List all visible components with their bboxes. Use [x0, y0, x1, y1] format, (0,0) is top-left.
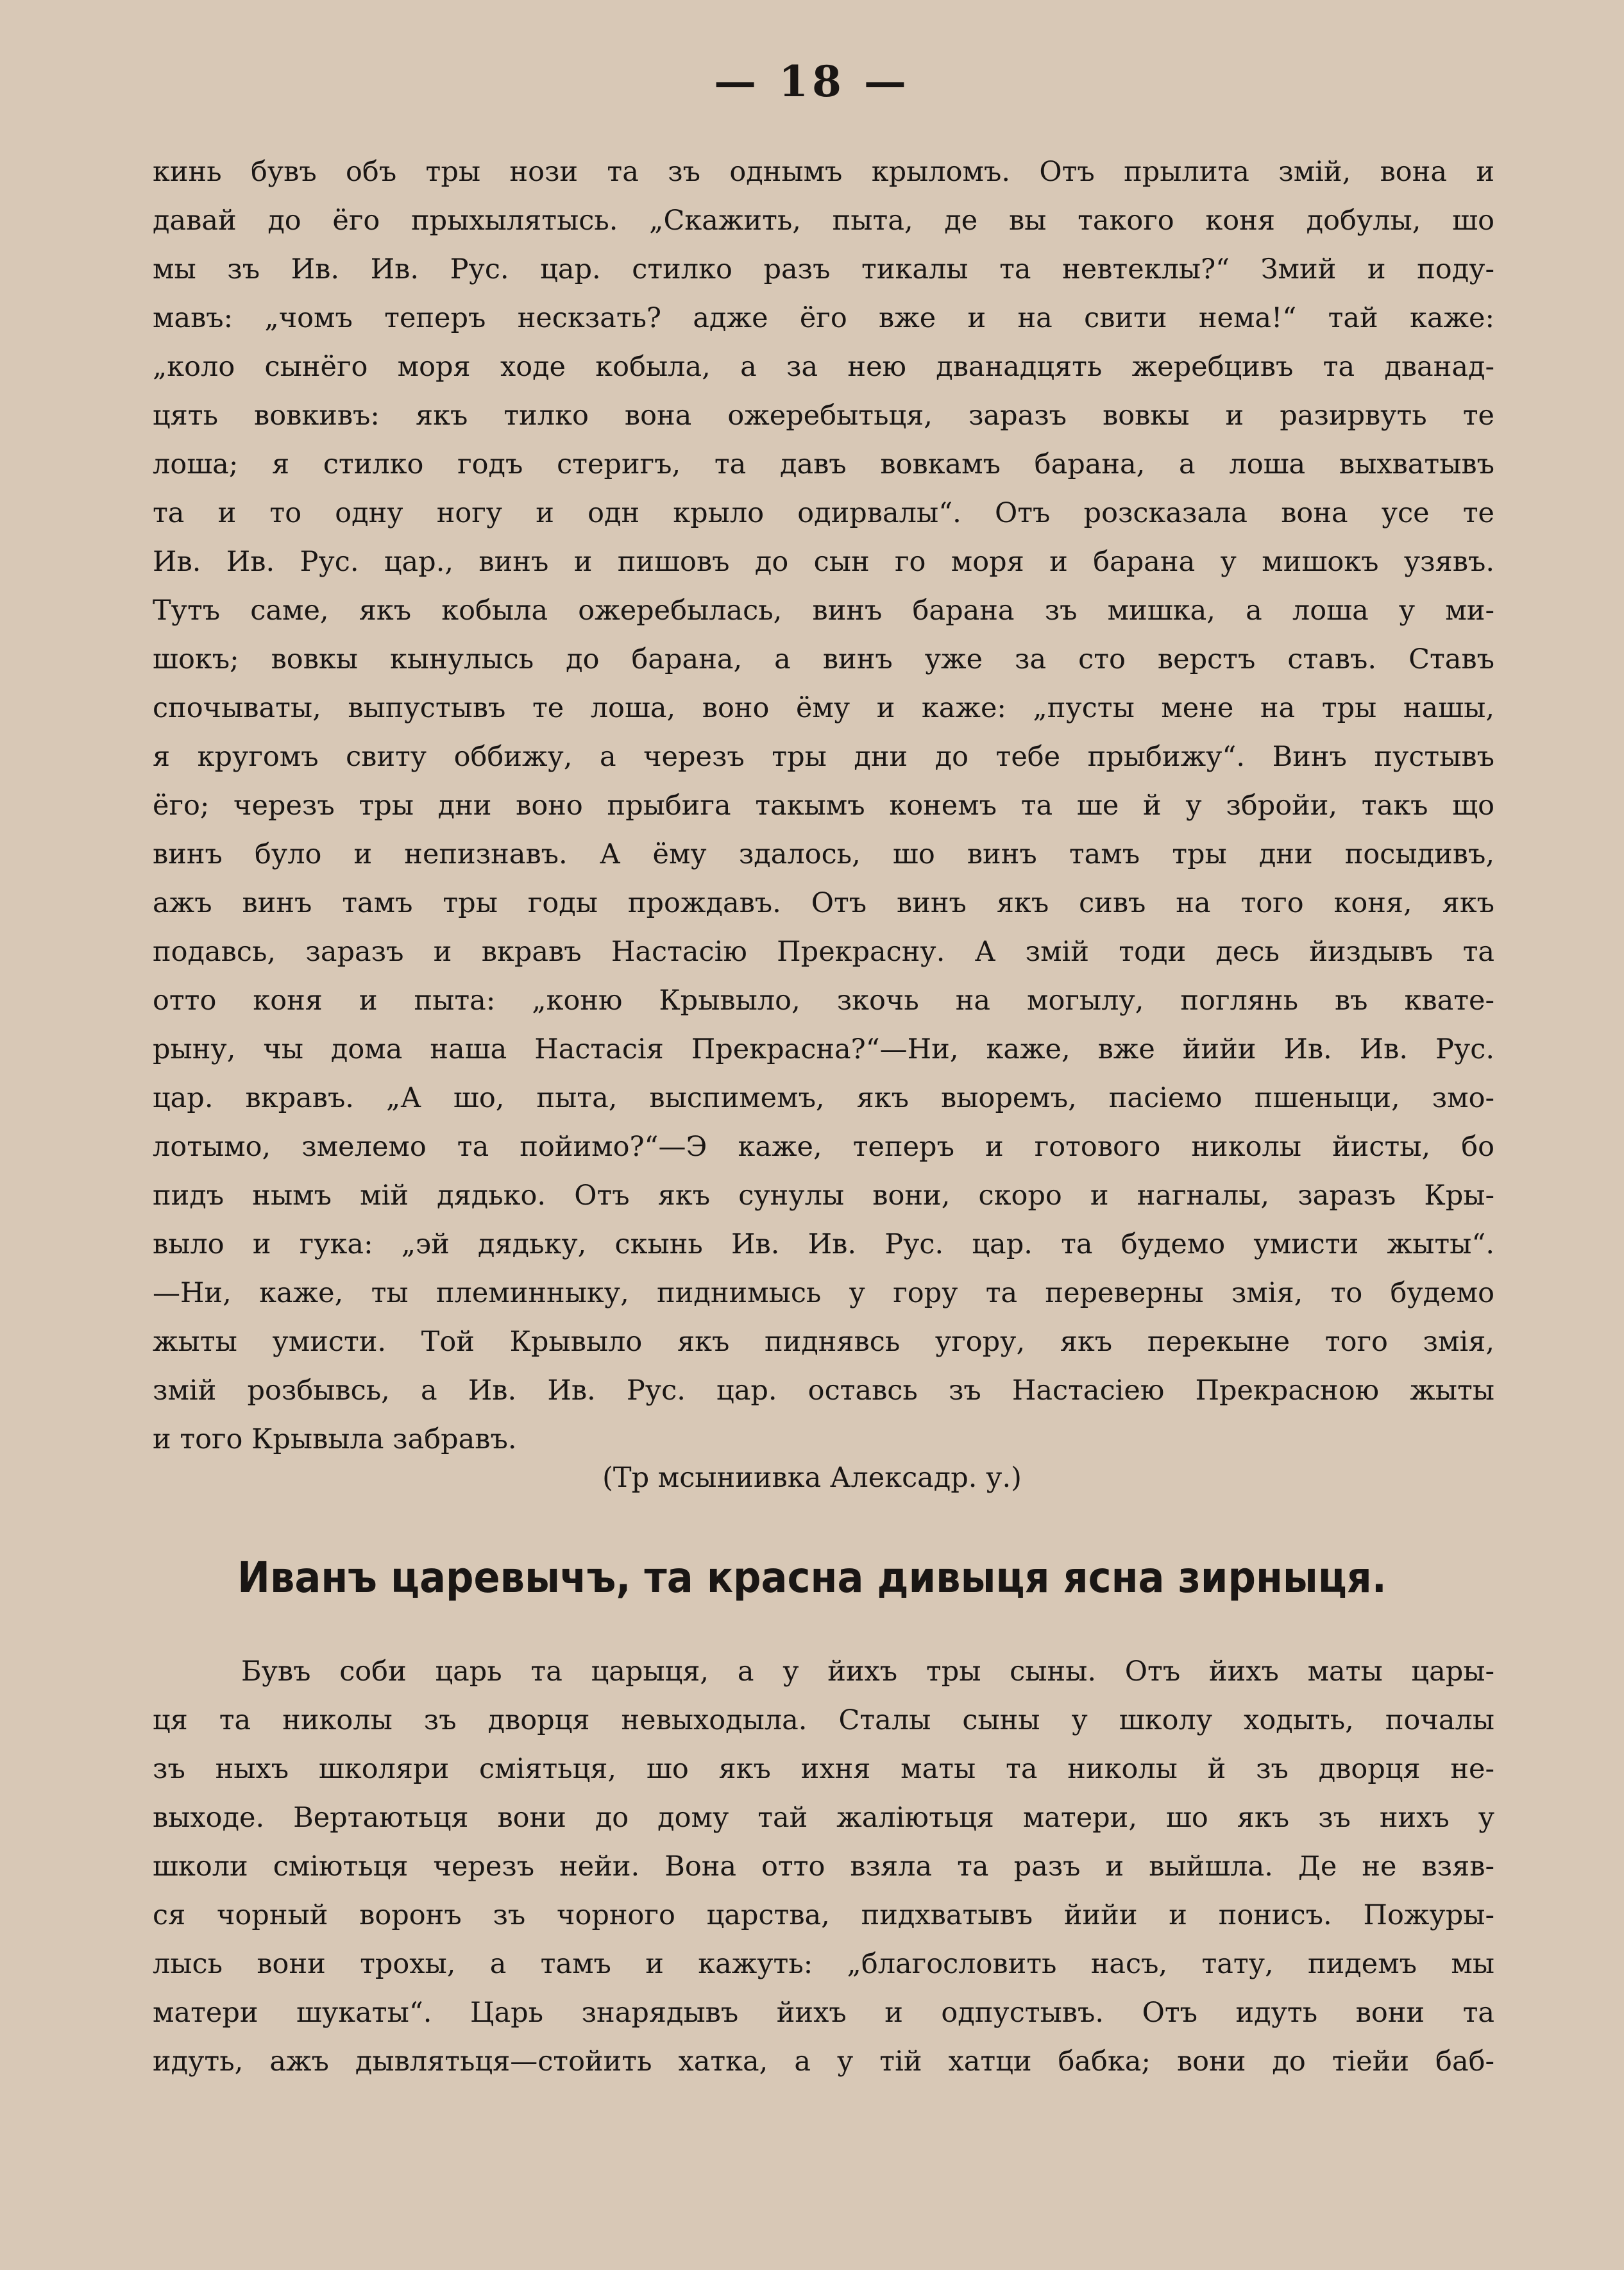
text-line: та и то одну ногу и одн крыло одирвалы“. Отъ розсказала вона усе те: [153, 497, 1494, 529]
story-attribution: (Тр мсыниивка Алексадр. у.): [602, 1462, 1022, 1494]
text-line: шокъ; вовкы кынулысь до барана, а винъ уже за сто верстъ ставъ. Ставъ: [153, 643, 1494, 675]
text-line: спочываты, выпустывъ те лоша, воно ёму и каже: „пусты мене на тры нашы,: [153, 692, 1494, 724]
text-line: —Ни, каже, ты племинныку, пиднимысь у гору та переверны змія, то будемо: [153, 1277, 1494, 1309]
text-line: змій розбывсь, а Ив. Ив. Рус. цар. оставсь зъ Настасіею Прекрасною жыты: [153, 1375, 1494, 1407]
text-line: ця та николы зъ дворця невыходыла. Сталы сыны у школу ходыть, почалы: [153, 1704, 1494, 1736]
text-line: лоша; я стилко годъ стеригъ, та давъ вовкамъ барана, а лоша выхватывъ: [153, 448, 1494, 480]
text-line: выло и гука: „эй дядьку, скынь Ив. Ив. Рус. цар. та будемо умисти жыты“.: [153, 1228, 1494, 1260]
text-line: цар. вкравъ. „А шо, пыта, выспимемъ, якъ выоремъ, пасіемо пшеныци, змо-: [153, 1082, 1494, 1114]
text-line: „коло сынёго моря ходе кобыла, а за нею дванадцять жеребцивъ та дванад-: [153, 351, 1494, 383]
text-line: лотымо, змелемо та пойимо?“—Э каже, теперъ и готового николы йисты, бо: [153, 1131, 1494, 1163]
text-line: лысь вони трохы, а тамъ и кажуть: „благословить насъ, тату, пидемъ мы: [153, 1948, 1494, 1980]
text-line: давай до ёго прыхылятысь. „Скажить, пыта, де вы такого коня добулы, шо: [153, 205, 1494, 237]
text-line: школи сміютьця черезъ нейи. Вона отто взяла та разъ и выйшла. Де не взяв-: [153, 1851, 1494, 1883]
text-line: Ив. Ив. Рус. цар., винъ и пишовъ до сын го моря и барана у мишокъ узявъ.: [153, 546, 1494, 578]
text-line: ажъ винъ тамъ тры годы прождавъ. Отъ винъ якъ сивъ на того коня, якъ: [153, 887, 1494, 919]
text-line: мавъ: „чомъ теперъ нескзать? адже ёго вже и на свити нема!“ тай каже:: [153, 302, 1494, 334]
text-line: отто коня и пыта: „коню Крывыло, зкочь на могылу, поглянь въ квате-: [153, 985, 1494, 1017]
text-line: я кругомъ свиту оббижу, а черезъ тры дни до тебе прыбижу“. Винъ пустывъ: [153, 741, 1494, 773]
text-line: винъ було и непизнавъ. А ёму здалось, шо винъ тамъ тры дни посыдивъ,: [153, 838, 1494, 870]
text-line: ёго; черезъ тры дни воно прыбига такымъ конемъ та ше й у збройи, такъ що: [153, 790, 1494, 822]
text-line: Бувъ соби царь та царыця, а у йихъ тры сыны. Отъ йихъ маты цары-: [241, 1656, 1494, 1688]
text-line: идуть, ажъ дывлятьця—стойить хатка, а у тій хатци бабка; вони до тіейи баб-: [153, 2046, 1494, 2078]
page-number: — 18 —: [714, 56, 910, 106]
text-line: выходе. Вертаютьця вони до дому тай жаліютьця матери, шо якъ зъ нихъ у: [153, 1802, 1494, 1834]
text-line: жыты умисти. Той Крывыло якъ пиднявсь угору, якъ перекыне того змія,: [153, 1326, 1494, 1358]
text-line: пидъ нымъ мій дядько. Отъ якъ сунулы вони, скоро и нагналы, заразъ Кры-: [153, 1180, 1494, 1212]
story-one-text: [153, 148, 1494, 1464]
text-line: ся чорный воронъ зъ чорного царства, пидхватывъ йийи и понисъ. Пожуры-: [153, 1899, 1494, 1931]
text-line: зъ ныхъ школяри сміятьця, шо якъ ихня маты та николы й зъ дворця не-: [153, 1753, 1494, 1785]
text-line: цять вовкивъ: якъ тилко вона ожеребытьця, заразъ вовкы и разирвуть те: [153, 400, 1494, 432]
text-line: и того Крывыла забравъ.: [153, 1423, 517, 1455]
text-line: мы зъ Ив. Ив. Рус. цар. стилко разъ тикалы та невтеклы?“ Змий и поду-: [153, 253, 1494, 285]
tale-title: Иванъ царевычъ, та красна дивыця ясна зирныця.: [237, 1553, 1387, 1602]
text-line: Тутъ саме, якъ кобыла ожеребылась, винъ барана зъ мишка, а лоша у ми-: [153, 595, 1494, 627]
text-line: рыну, чы дома наша Настасія Прекрасна?“—Ни, каже, вже йийи Ив. Ив. Рус.: [153, 1033, 1494, 1065]
text-line: кинь бувъ объ тры нози та зъ однымъ крыломъ. Отъ прылита змій, вона и: [153, 156, 1494, 188]
story-two-text: [153, 1647, 1494, 2086]
text-line: матери шукаты“. Царь знарядывъ йихъ и одпустывъ. Отъ идуть вони та: [153, 1997, 1494, 2029]
text-line: подавсь, заразъ и вкравъ Настасію Прекрасну. А змій тоди десь йиздывъ та: [153, 936, 1494, 968]
